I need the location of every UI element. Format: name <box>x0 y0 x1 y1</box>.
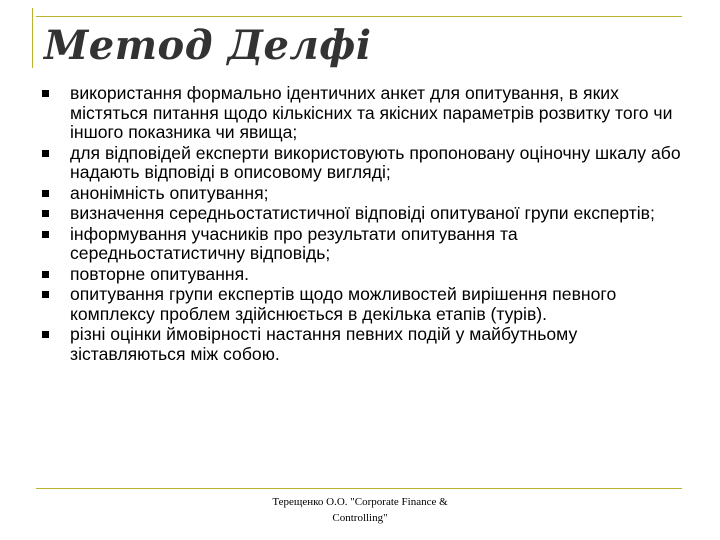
footer-citation <box>200 494 520 526</box>
bullet-text: використання формально ідентичних анкет для опитування, в яких містяться питання щодо кількісних та якісних параметрів розвитку того чи іншого показника чи явища; <box>70 83 673 142</box>
top-divider-line <box>36 16 682 17</box>
bullet-text: різні оцінки ймовірності настання певних подій у майбутньому зіставляються між собою. <box>70 324 578 364</box>
bullet-text: анонімність опитування; <box>70 182 269 203</box>
square-bullet-icon <box>42 90 49 97</box>
bullet-item <box>38 184 688 204</box>
bullet-item <box>38 225 688 264</box>
bullet-text: інформування учасників про результати опитування та середньостатистичну відповідь; <box>70 223 518 263</box>
square-bullet-icon <box>42 210 49 217</box>
bullet-text: повторне опитування. <box>70 263 250 284</box>
bullet-text: для відповідей експерти використовують пропоновану оціночну шкалу або надають відповіді в описовому вигляді; <box>70 142 681 182</box>
bullet-list <box>38 84 688 365</box>
slide-title: Метод Делфі <box>44 22 372 69</box>
square-bullet-icon <box>42 190 49 197</box>
footer-line-2: Controlling" <box>332 512 388 524</box>
bullet-item <box>38 84 688 143</box>
bullet-text: опитування групи експертів щодо можливостей вирішення певного комплексу проблем здійснюється в декілька етапів (турів). <box>70 284 617 324</box>
bullet-item <box>38 204 688 224</box>
square-bullet-icon <box>42 271 49 278</box>
footer-line-1: Терещенко О.О. "Corporate Finance & <box>272 496 448 508</box>
bullet-text: визначення середньостатистичної відповіді опитуваної групи експертів; <box>70 203 655 223</box>
square-bullet-icon <box>42 291 49 298</box>
bullet-item <box>38 265 688 285</box>
bullet-item <box>38 325 688 364</box>
left-accent-line <box>32 8 33 68</box>
square-bullet-icon <box>42 231 49 238</box>
footer-divider-line <box>36 488 682 489</box>
bullet-item <box>38 144 688 183</box>
square-bullet-icon <box>42 331 49 338</box>
bullet-item <box>38 285 688 324</box>
square-bullet-icon <box>42 150 49 157</box>
